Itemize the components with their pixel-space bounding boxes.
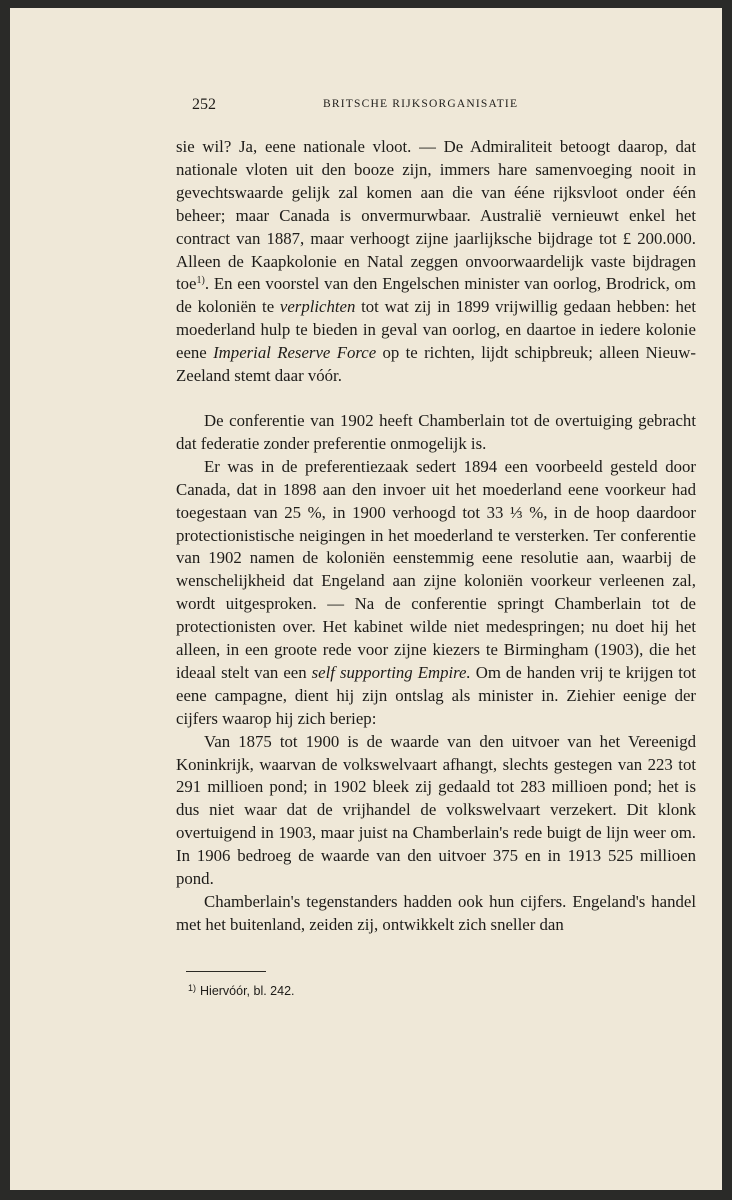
emphasis-imperial-reserve-force: Imperial Reserve Force xyxy=(213,343,377,363)
paragraph-1-part-b: . En een voorstel van den Engelschen minister van oorlog, Brodrick, om de koloniën te xyxy=(176,274,696,317)
running-head: BRITSCHE RIJKSORGANISATIE xyxy=(323,98,519,110)
paragraph-1-part-c: tot wat zij in 1899 vrijwillig gedaan hebben: het moederland hulp te bieden in geval van oorlog, en daartoe in iedere kolonie eene xyxy=(176,297,696,363)
emphasis-self-supporting-empire: self supporting Empire. xyxy=(311,662,471,682)
paragraph-2: De conferentie van 1902 heeft Chamberlain tot de overtuiging gebracht dat federatie zonder preferentie onmogelijk is. xyxy=(176,410,696,453)
paragraph-1-part-d: op te richten, lijdt schipbreuk; alleen Nieuw-Zeeland stemt daar vóór. xyxy=(176,343,696,386)
paragraph-1 xyxy=(176,136,696,388)
footnote-mark: 1) xyxy=(188,983,197,993)
book-page xyxy=(10,8,722,1190)
footnote-divider xyxy=(186,971,266,972)
paragraph-3-part-b: Om de handen vrij te krijgen tot eene campagne, dient hij zijn ontslag als minister in. Ziehier eenige der cijfers waarop hij zich beriep: xyxy=(176,662,696,728)
body-text xyxy=(176,136,696,937)
page-content xyxy=(176,96,696,937)
footnote-reference-number: 1 xyxy=(196,275,202,287)
footnote-reference: 1) xyxy=(196,275,205,287)
page-number: 252 xyxy=(192,96,216,113)
paragraph-3 xyxy=(176,456,696,731)
footnote-text: Hiervóór, bl. 242. xyxy=(200,984,295,998)
paragraph-1-part-a: sie wil? Ja, eene nationale vloot. — De Admiraliteit betoogt daarop, dat nationale vloten uit den booze zijn, immers hare samenvoeging nooit in gevechtswaarde gelijk zal komen aan die van ééne rijksvloot onder één beheer; maar Canada is onvermurwbaar. Australië vernieuwt enkel het contract van 1887, maar verhoogt zijne jaarlijksche bijdrage tot £ 200.000. Alleen de Kaapkolonie en Natal zeggen onvoorwaardelijk vaste bijdragen toe xyxy=(176,137,696,294)
emphasis-verplichten: verplichten xyxy=(279,297,356,317)
paragraph-3-part-a: Er was in de preferentiezaak sedert 1894 een voorbeeld gesteld door Canada, dat in 1898 aan den invoer uit het moederland eene voorkeur had toegestaan van 25 %, in 1900 verhoogd tot 33 ⅓ %, in de hoop daardoor protectionistische neigingen in het moederland te versterken. Ter conferentie van 1902 namen de koloniën eenstemmig eene resolutie aan, waarbij de wenschelijkheid dat Engeland aan zijne koloniën voorkeur verleenen zal, wordt uitgesproken. — Na de conferentie springt Chamberlain tot de protectionisten over. Het kabinet wilde niet medespringen; nu doet hij het alleen, in een groote rede voor zijne kiezers te Birmingham (1903), die het ideaal stelt van een xyxy=(176,456,696,682)
footnote xyxy=(188,983,295,998)
paragraph-4: Van 1875 tot 1900 is de waarde van den uitvoer van het Vereenigd Koninkrijk, waarvan de volkswelvaart afhangt, slechts gestegen van 223 tot 291 millioen pond; in 1902 bleek zij gedaald tot 283 millioen pond; het is dus niet waar dat de vrijhandel de volkswelvaart verzekert. Dit klonk overtuigend in 1903, maar juist na Chamberlain's rede buigt de lijn weer om. In 1906 bedroeg de waarde van den uitvoer 375 en in 1913 525 millioen pond. xyxy=(176,731,696,889)
paragraph-5: Chamberlain's tegenstanders hadden ook hun cijfers. Engeland's handel met het buitenland, zeiden zij, ontwikkelt zich sneller dan xyxy=(176,892,696,934)
page-header xyxy=(176,96,696,122)
